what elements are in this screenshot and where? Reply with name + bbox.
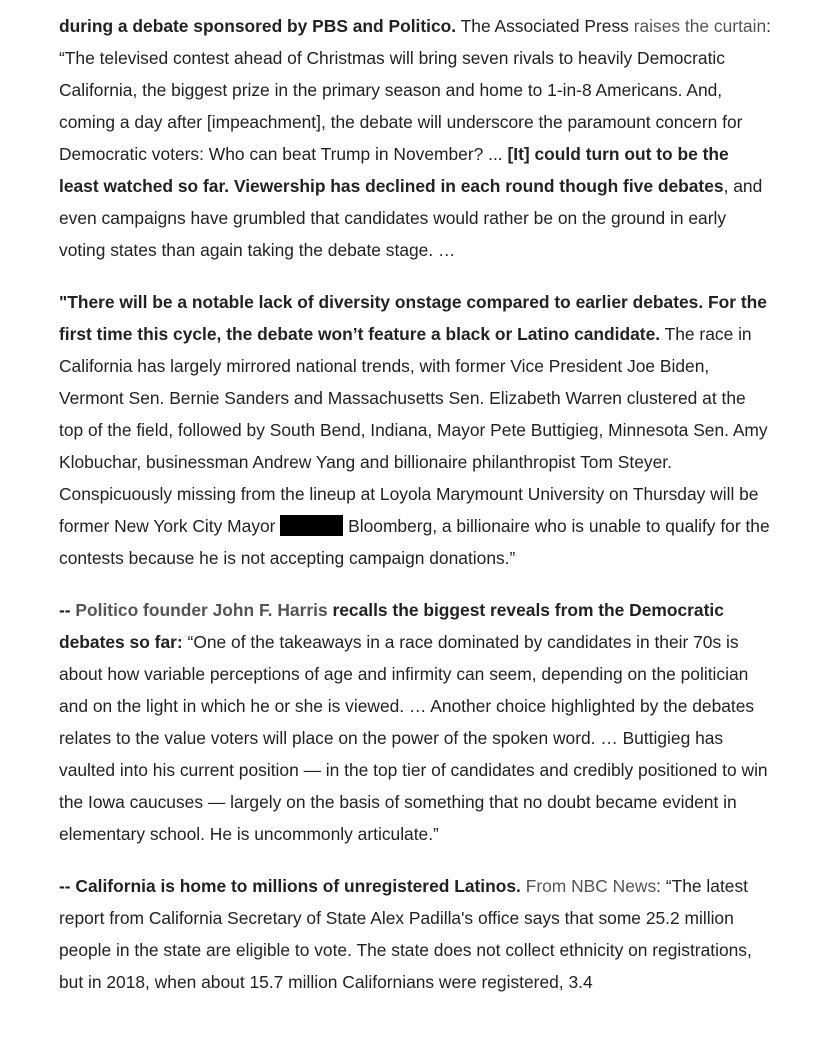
paragraph-debate-preview	[59, 10, 771, 266]
nbc-news-link[interactable]: From NBC News	[525, 876, 657, 896]
paragraph-harris	[59, 594, 771, 850]
bold-reveals: recalls the biggest reveals from the Democratic debates so far:	[59, 600, 724, 652]
text-span: : “The televised contest ahead of Christmas will bring seven rivals to heavily Democratic California, the biggest prize in the primary season and home to 1-in-8 Americans. And, coming a day after [impeachment], the debate will underscore the paramount concern for Democratic voters: Who can beat Trump in November? ...	[59, 16, 771, 164]
text-span: : “The latest report from California Secretary of State Alex Padilla's office says that some 25.2 million people in the state are eligible to vote. The state does not collect ethnicity on registrations, but in 2018, when about 15.7 million Californians were registered, 3.4	[59, 876, 752, 992]
bold-diversity: "There will be a notable lack of diversity onstage compared to earlier debates. For the first time this cycle, the debate won’t feature a black or Latino candidate.	[59, 292, 767, 344]
article-body	[59, 10, 771, 1018]
text-span: The Associated Press	[456, 16, 634, 36]
text-span: Bloomberg, a billionaire who is unable to qualify for the contests because he is not accepting campaign donations.”	[59, 516, 770, 568]
paragraph-latinos	[59, 870, 771, 998]
text-span: , and even campaigns have grumbled that candidates would rather be on the ground in early voting states than again taking the debate stage. …	[59, 176, 763, 260]
paragraph-diversity	[59, 286, 771, 574]
bold-lead: during a debate sponsored by PBS and Politico.	[59, 16, 457, 36]
text-span: The race in California has largely mirrored national trends, with former Vice President Joe Biden, Vermont Sen. Bernie Sanders and Massachusetts Sen. Elizabeth Warren clustered at the top of the field, followed by South Bend, Indiana, Mayor Pete Buttigieg, Minnesota Sen. Amy Klobuchar, businessman Andrew Yang and billionaire philanthropist Tom Steyer. Conspicuously missing from the lineup at Loyola Marymount University on Thursday will be former New York City Mayor	[59, 324, 768, 536]
raises-curtain-link[interactable]: raises the curtain	[633, 16, 767, 36]
text-span: “One of the takeaways in a race dominated by candidates in their 70s is about how variable perceptions of age and infirmity can seem, depending on the politician and on the light in which he or she is viewed. … Another choice highlighted by the debates relates to the value voters will place on the power of the spoken word. … Buttigieg has vaulted into his current position — in the top tier of candidates and credibly positioned to win the Iowa caucuses — largely on the basis of something that no doubt became evident in elementary school. He is uncommonly articulate.”	[59, 632, 768, 844]
bold-latinos: -- California is home to millions of unregistered Latinos.	[59, 876, 521, 896]
bold-viewership: [It] could turn out to be the least watched so far. Viewership has declined in each round though five debates	[59, 144, 729, 196]
harris-link[interactable]: Politico founder John F. Harris	[75, 600, 328, 620]
redaction-box	[280, 515, 343, 536]
bold-dash: --	[59, 600, 76, 620]
